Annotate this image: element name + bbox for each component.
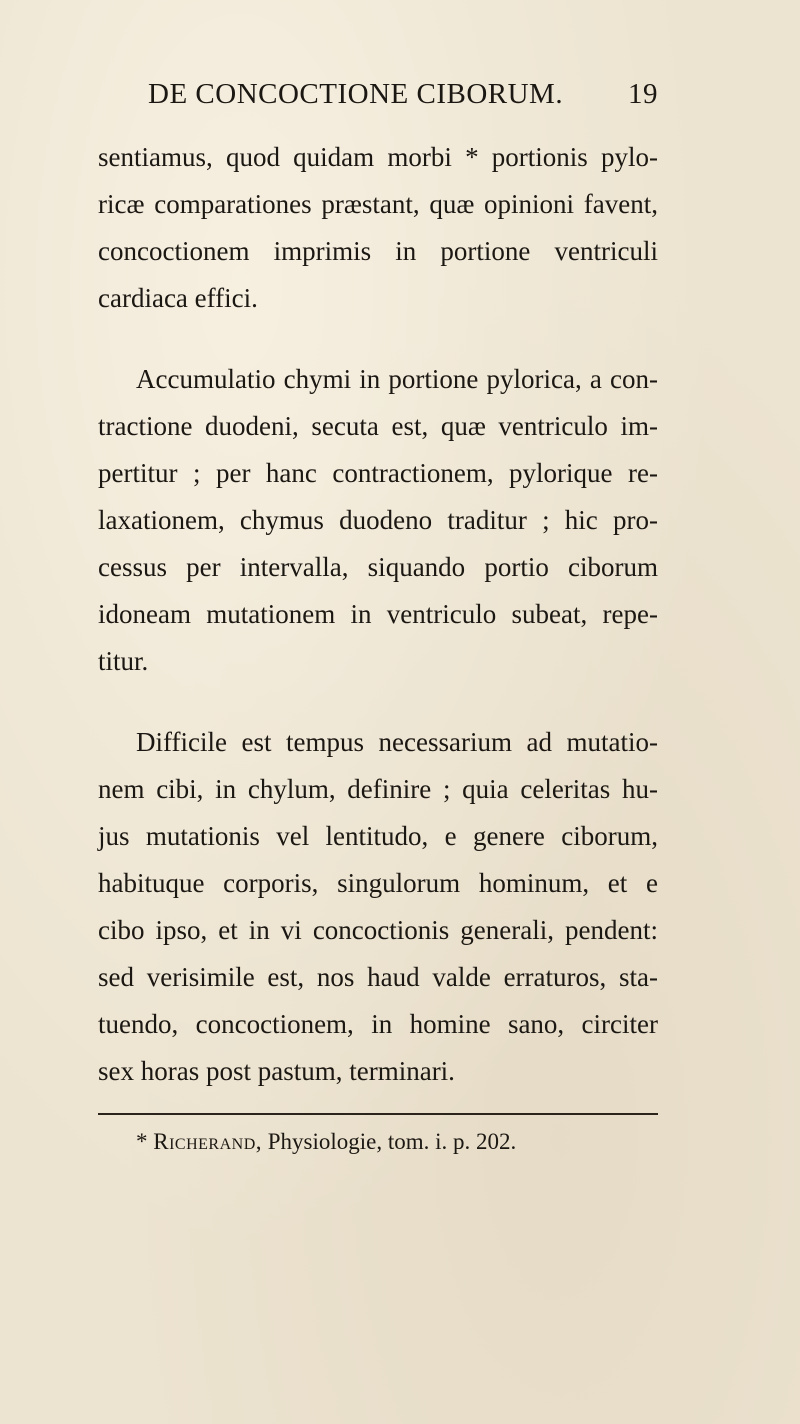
footnote-citation: Physiologie, tom. i. p. 202. [267, 1129, 517, 1154]
text-line: tractione duodeni, secuta est, quæ ventriculo im- [98, 411, 658, 441]
footnote-marker: * [136, 1129, 148, 1154]
text-line: sex horas post pastum, terminari. [98, 1056, 455, 1086]
text-line: cardiaca effici. [98, 283, 258, 313]
text-line: cibo ipso, et in vi concoctionis generali, pendent: [98, 915, 658, 945]
paragraph-1 [98, 134, 658, 322]
footnote [136, 1118, 658, 1165]
text-line: Accumulatio chymi in portione pylorica, a con- [136, 364, 658, 394]
text-line: titur. [98, 646, 149, 676]
text-line: habituque corporis, singulorum hominum, et e [98, 868, 658, 898]
text-line: cessus per intervalla, siquando portio ciborum [98, 552, 658, 582]
paragraph-3 [98, 719, 658, 1095]
running-title: DE CONCOCTIONE CIBORUM. [148, 78, 564, 110]
text-line: sentiamus, quod quidam morbi * portionis pylo- [98, 142, 658, 172]
footnote-rule [98, 1113, 658, 1115]
text-line: laxationem, chymus duodeno traditur ; hic pro- [98, 505, 658, 535]
paragraph-gap [98, 322, 658, 356]
paragraph-2 [98, 356, 658, 685]
body-text [98, 134, 658, 1095]
text-line: tuendo, concoctionem, in homine sano, circiter [98, 1009, 658, 1039]
text-line: Difficile est tempus necessarium ad mutatio- [136, 727, 658, 757]
text-line: ricæ comparationes præstant, quæ opinioni favent, [98, 189, 658, 219]
text-line: concoctionem imprimis in portione ventriculi [98, 236, 658, 266]
text-line: pertitur ; per hanc contractionem, pylorique re- [98, 458, 658, 488]
text-line: sed verisimile est, nos haud valde erraturos, sta- [98, 962, 658, 992]
page-number: 19 [628, 78, 658, 110]
text-line: idoneam mutationem in ventriculo subeat, repe- [98, 599, 658, 629]
text-line: jus mutationis vel lentitudo, e genere ciborum, [98, 821, 658, 851]
text-line: nem cibi, in chylum, definire ; quia celeritas hu- [98, 774, 658, 804]
paragraph-gap [98, 685, 658, 719]
footnote-author: Richerand, [153, 1129, 263, 1154]
running-head [148, 78, 658, 118]
